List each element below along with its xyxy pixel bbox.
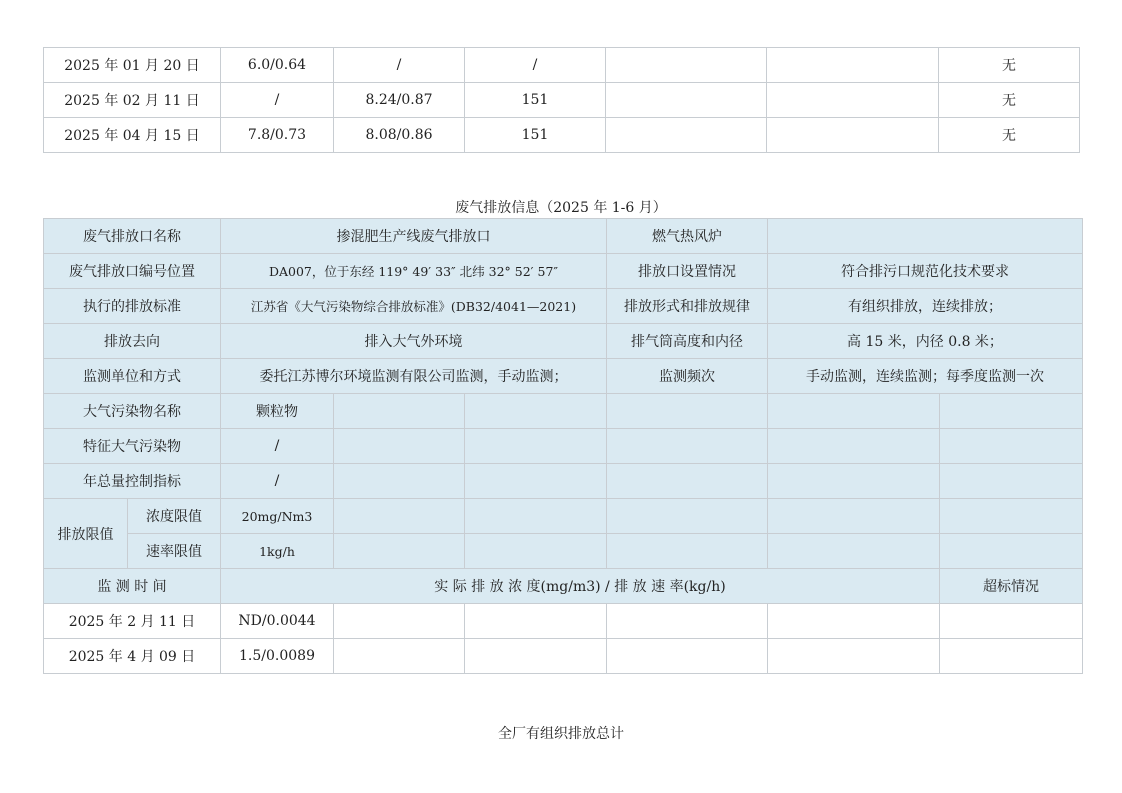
table-cell: 2025 年 01 月 20 日: [44, 48, 221, 83]
table-row: [44, 118, 1080, 153]
outlet-name-value: 掺混肥生产线废气排放口: [221, 219, 607, 254]
row-pollutant: [44, 394, 1083, 429]
measure-value: 1.5/0.0089: [221, 639, 334, 674]
table-row: [44, 83, 1080, 118]
standard-label: 执行的排放标准: [44, 289, 221, 324]
direction-value: 排入大气外环境: [221, 324, 607, 359]
row-monitor-unit: [44, 359, 1083, 394]
monitor-unit-value: 委托江苏博尔环境监测有限公司监测，手动监测；: [221, 359, 607, 394]
row-measure-header: [44, 569, 1083, 604]
conc-limit-value: 20mg/Nm3: [221, 499, 334, 534]
previous-monitoring-table: [43, 47, 1080, 153]
table-cell: /: [334, 48, 465, 83]
table-cell: 无: [939, 48, 1080, 83]
table-cell: 无: [939, 83, 1080, 118]
table-cell: [606, 118, 767, 153]
table-cell: [606, 48, 767, 83]
char-value: /: [221, 429, 334, 464]
table-cell: /: [465, 48, 606, 83]
row-conc-limit: [44, 499, 1083, 534]
stack-value: 高 15 米，内径 0.8 米；: [768, 324, 1083, 359]
freq-value: 手动监测，连续监测；每季度监测一次: [768, 359, 1083, 394]
table-cell: [767, 83, 939, 118]
setup-value: 符合排污口规范化技术要求: [768, 254, 1083, 289]
measurement-row: [44, 604, 1083, 639]
pollutant-value: 颗粒物: [221, 394, 334, 429]
section-title: 废气排放信息（2025 年 1-6 月）: [455, 200, 667, 216]
measurement-row: [44, 639, 1083, 674]
table-cell: /: [221, 83, 334, 118]
direction-label: 排放去向: [44, 324, 221, 359]
row-char: [44, 429, 1083, 464]
char-label: 特征大气污染物: [44, 429, 221, 464]
outlet-name-label: 废气排放口名称: [44, 219, 221, 254]
row-direction: [44, 324, 1083, 359]
row-outlet-code: [44, 254, 1083, 289]
table-cell: 8.08/0.86: [334, 118, 465, 153]
table-cell: 8.24/0.87: [334, 83, 465, 118]
total-label: 年总量控制指标: [44, 464, 221, 499]
table-cell: [606, 83, 767, 118]
exhaust-info-table: [43, 218, 1083, 674]
monitor-unit-label: 监测单位和方式: [44, 359, 221, 394]
table-cell: 7.8/0.73: [221, 118, 334, 153]
over-header: 超标情况: [940, 569, 1083, 604]
actual-header: 实 际 排 放 浓 度(mg/m3) / 排 放 速 率(kg/h): [221, 569, 940, 604]
outlet-code-label: 废气排放口编号位置: [44, 254, 221, 289]
limit-label: 排放限值: [44, 499, 128, 569]
time-header: 监 测 时 间: [44, 569, 221, 604]
rate-limit-value: 1kg/h: [221, 534, 334, 569]
freq-label: 监测频次: [607, 359, 768, 394]
stack-label: 排气筒高度和内径: [607, 324, 768, 359]
burner-label: 燃气热风炉: [607, 219, 768, 254]
table-row: [44, 48, 1080, 83]
table-cell: [767, 118, 939, 153]
conc-limit-label: 浓度限值: [128, 499, 221, 534]
burner-value: [768, 219, 1083, 254]
form-label: 排放形式和排放规律: [607, 289, 768, 324]
pollutant-label: 大气污染物名称: [44, 394, 221, 429]
rate-limit-label: 速率限值: [128, 534, 221, 569]
outlet-code-value: DA007，位于东经 119° 49′ 33″ 北纬 32° 52′ 57″: [221, 254, 607, 289]
row-total: [44, 464, 1083, 499]
measure-date: 2025 年 4 月 09 日: [44, 639, 221, 674]
table-cell: 151: [465, 118, 606, 153]
table-cell: 2025 年 04 月 15 日: [44, 118, 221, 153]
table-cell: 151: [465, 83, 606, 118]
row-rate-limit: [44, 534, 1083, 569]
measure-date: 2025 年 2 月 11 日: [44, 604, 221, 639]
footer-title: 全厂有组织排放总计: [498, 726, 624, 742]
row-outlet-name: [44, 219, 1083, 254]
table-cell: 无: [939, 118, 1080, 153]
table-cell: [767, 48, 939, 83]
measure-value: ND/0.0044: [221, 604, 334, 639]
standard-value: 江苏省《大气污染物综合排放标准》(DB32/4041—2021): [221, 289, 607, 324]
form-value: 有组织排放，连续排放；: [768, 289, 1083, 324]
total-value: /: [221, 464, 334, 499]
row-standard: [44, 289, 1083, 324]
table-cell: 6.0/0.64: [221, 48, 334, 83]
table-cell: 2025 年 02 月 11 日: [44, 83, 221, 118]
setup-label: 排放口设置情况: [607, 254, 768, 289]
